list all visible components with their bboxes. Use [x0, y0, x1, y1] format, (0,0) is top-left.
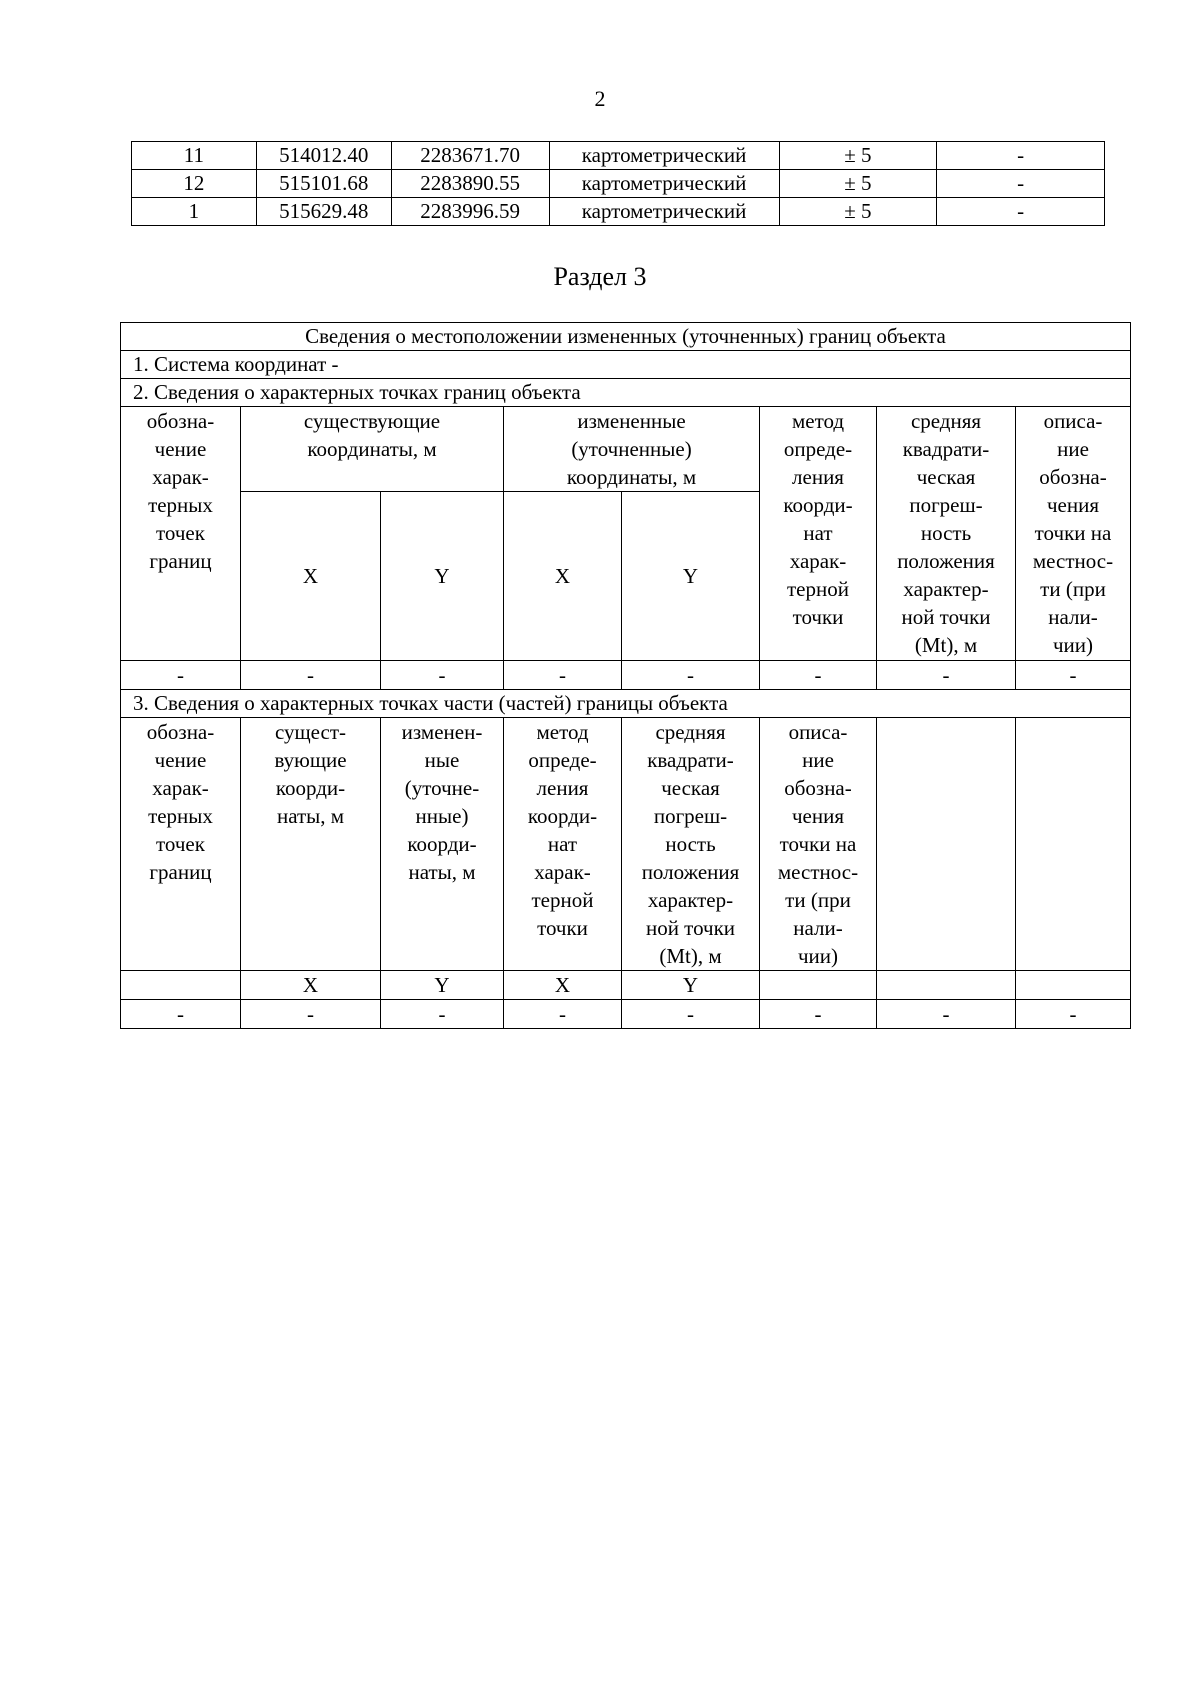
- coordinates-cell: 1: [132, 198, 257, 226]
- header-description: описа- ние обозна- чения точки на местнос- ти (при нали- чии): [1016, 407, 1131, 661]
- coordinates-cell: 515101.68: [256, 170, 391, 198]
- points-cell: -: [1016, 661, 1131, 690]
- header-existing-coords: существующие координаты, м: [241, 407, 504, 492]
- parts-header-empty: [877, 718, 1016, 971]
- parts-heading: 3. Сведения о характерных точках части (частей) границы объекта: [121, 690, 1131, 718]
- parts-xy-cell: [877, 971, 1016, 1000]
- parts-header-designation: обозна- чение харак- терных точек границ: [121, 718, 241, 971]
- points-data-row: [121, 661, 1131, 690]
- parts-cell: -: [622, 1000, 760, 1029]
- header-changed-x: X: [504, 492, 622, 661]
- points-cell: -: [121, 661, 241, 690]
- coordinates-cell: -: [937, 170, 1105, 198]
- coordinates-cell: 2283890.55: [391, 170, 549, 198]
- parts-data-row: [121, 1000, 1131, 1029]
- parts-xy-cell: Y: [622, 971, 760, 1000]
- parts-xy-cell: [1016, 971, 1131, 1000]
- coordinates-cell: ± 5: [779, 142, 937, 170]
- coordinates-cell: ± 5: [779, 170, 937, 198]
- parts-cell: -: [241, 1000, 381, 1029]
- header-changed-y: Y: [622, 492, 760, 661]
- coordinates-cell: ± 5: [779, 198, 937, 226]
- parts-xy-cell: X: [504, 971, 622, 1000]
- points-heading: 2. Сведения о характерных точках границ объекта: [121, 379, 1131, 407]
- coordinates-row: [132, 198, 1105, 226]
- parts-xy-cell: X: [241, 971, 381, 1000]
- points-cell: -: [504, 661, 622, 690]
- page-number: 2: [594, 86, 606, 111]
- parts-cell: -: [381, 1000, 504, 1029]
- section-title: Раздел 3: [553, 262, 647, 291]
- header-existing-x: X: [241, 492, 381, 661]
- section3-table: [120, 322, 1131, 1029]
- parts-xy-row: [121, 971, 1131, 1000]
- parts-xy-cell: [121, 971, 241, 1000]
- coordinates-cell: 12: [132, 170, 257, 198]
- coordinates-cell: 515629.48: [256, 198, 391, 226]
- parts-cell: -: [760, 1000, 877, 1029]
- coordinate-system-row: 1. Система координат -: [121, 351, 1131, 379]
- coordinates-cell: -: [937, 142, 1105, 170]
- coordinates-row: [132, 142, 1105, 170]
- coordinates-cell: картометрический: [549, 170, 779, 198]
- parts-header-existing: сущест- вующие коорди- наты, м: [241, 718, 381, 971]
- coordinates-cell: 2283671.70: [391, 142, 549, 170]
- coordinates-table: [131, 141, 1105, 226]
- parts-header-error: средняя квадрати- ческая погреш- ность положения характер- ной точки (Mt), м: [622, 718, 760, 971]
- parts-header-description: описа- ние обозна- чения точки на местнос- ти (при нали- чии): [760, 718, 877, 971]
- coordinates-cell: 514012.40: [256, 142, 391, 170]
- coordinates-cell: картометрический: [549, 198, 779, 226]
- coordinates-row: [132, 170, 1105, 198]
- header-designation: обозна- чение харак- терных точек границ: [121, 407, 241, 661]
- points-cell: -: [381, 661, 504, 690]
- parts-xy-cell: Y: [381, 971, 504, 1000]
- parts-xy-cell: [760, 971, 877, 1000]
- header-existing-y: Y: [381, 492, 504, 661]
- coordinates-cell: картометрический: [549, 142, 779, 170]
- coordinates-cell: -: [937, 198, 1105, 226]
- section3-title: Сведения о местоположении измененных (уточненных) границ объекта: [121, 323, 1131, 351]
- parts-cell: -: [121, 1000, 241, 1029]
- parts-header-method: метод опреде- ления коорди- нат харак- терной точки: [504, 718, 622, 971]
- points-cell: -: [760, 661, 877, 690]
- points-cell: -: [241, 661, 381, 690]
- parts-cell: -: [504, 1000, 622, 1029]
- header-changed-coords: измененные (уточненные) координаты, м: [504, 407, 760, 492]
- parts-cell: -: [877, 1000, 1016, 1029]
- coordinates-table-body: [132, 142, 1105, 226]
- parts-header-changed: изменен- ные (уточне- нные) коорди- наты, м: [381, 718, 504, 971]
- coordinates-cell: 2283996.59: [391, 198, 549, 226]
- parts-cell: -: [1016, 1000, 1131, 1029]
- header-method: метод опреде- ления коорди- нат харак- терной точки: [760, 407, 877, 661]
- parts-header-empty: [1016, 718, 1131, 971]
- points-cell: -: [877, 661, 1016, 690]
- header-error: средняя квадрати- ческая погреш- ность положения характер- ной точки (Mt), м: [877, 407, 1016, 661]
- coordinates-cell: 11: [132, 142, 257, 170]
- points-cell: -: [622, 661, 760, 690]
